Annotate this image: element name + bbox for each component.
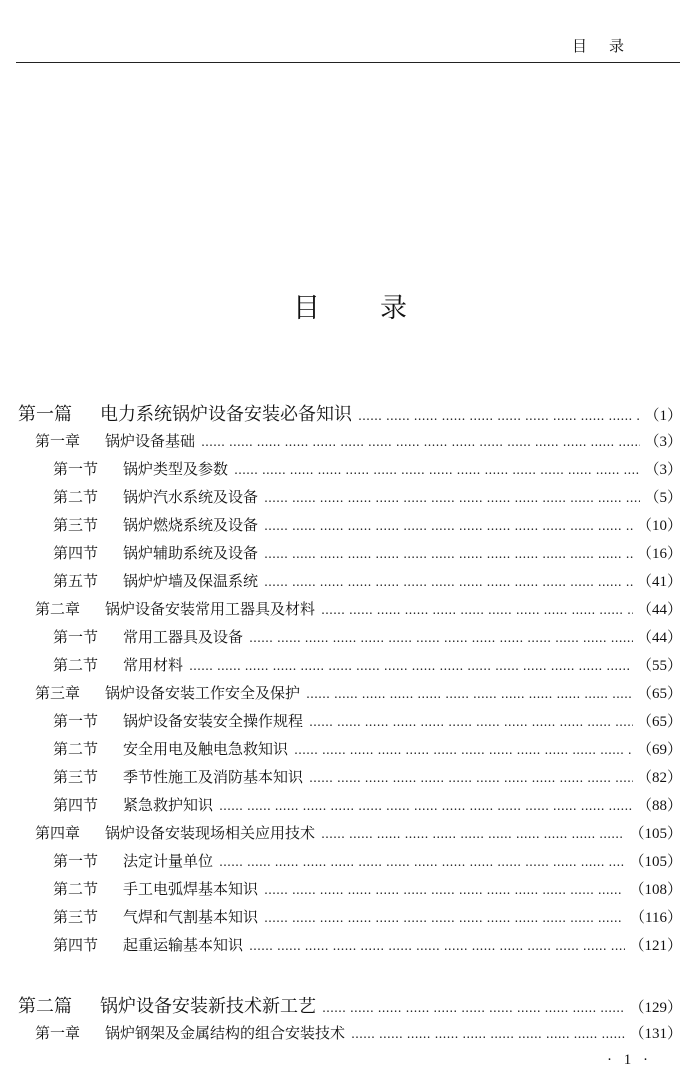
toc-dot-leader bbox=[219, 852, 625, 870]
toc-dot-leader bbox=[309, 768, 633, 786]
toc-entry-title: 锅炉辅助系统及设备 bbox=[123, 544, 259, 562]
toc-entry-page: （108） bbox=[629, 882, 682, 898]
toc-dot-leader bbox=[264, 516, 633, 534]
toc-entry-title: 锅炉设备安装安全操作规程 bbox=[123, 712, 304, 730]
toc-chapter-entry[interactable] bbox=[0, 822, 682, 844]
toc-entry-number: 第一节 bbox=[53, 460, 99, 478]
toc-dot-leader bbox=[189, 656, 633, 674]
toc-entry-title: 锅炉设备安装新技术新工艺 bbox=[100, 996, 316, 1017]
toc-dot-leader bbox=[249, 936, 625, 954]
toc-dot-leader bbox=[234, 460, 640, 478]
toc-entry-title: 电力系统锅炉设备安装必备知识 bbox=[100, 404, 352, 425]
toc-entry-number: 第一章 bbox=[35, 1024, 81, 1042]
toc-dot-leader bbox=[264, 880, 625, 898]
toc-dot-leader bbox=[294, 740, 633, 758]
toc-entry-page: （82） bbox=[636, 770, 682, 786]
toc-entry-title: 法定计量单位 bbox=[123, 852, 214, 870]
toc-entry-number: 第四章 bbox=[35, 824, 81, 842]
toc-section-entry[interactable] bbox=[0, 486, 682, 508]
toc-entry-page: （65） bbox=[636, 686, 682, 702]
toc-section-entry[interactable] bbox=[0, 850, 682, 872]
toc-entry-title: 锅炉设备安装现场相关应用技术 bbox=[105, 824, 316, 842]
toc-chapter-entry[interactable] bbox=[0, 682, 682, 704]
toc-entry-page: （69） bbox=[636, 742, 682, 758]
toc-part-entry[interactable] bbox=[0, 400, 682, 425]
toc-dot-leader bbox=[309, 712, 633, 730]
toc-dot-leader bbox=[249, 628, 633, 646]
toc-entry-number: 第二节 bbox=[53, 488, 99, 506]
toc-entry-page: （3） bbox=[644, 462, 682, 478]
toc-section-entry[interactable] bbox=[0, 514, 682, 536]
toc-entry-page: （10） bbox=[636, 518, 682, 534]
toc-entry-page: （129） bbox=[629, 1000, 682, 1016]
toc-dot-leader bbox=[321, 824, 625, 842]
toc-entry-number: 第二节 bbox=[53, 880, 99, 898]
toc-entry-title: 常用材料 bbox=[123, 656, 184, 674]
toc-section-entry[interactable] bbox=[0, 710, 682, 732]
toc-entry-title: 气焊和气割基本知识 bbox=[123, 908, 259, 926]
toc-entry-page: （5） bbox=[644, 490, 682, 506]
toc-part-entry[interactable] bbox=[0, 992, 682, 1017]
toc-entry-page: （1） bbox=[644, 408, 682, 424]
toc-entry-page: （116） bbox=[630, 910, 682, 926]
running-header-title: 目录 bbox=[571, 37, 646, 55]
toc-entry-page: （105） bbox=[629, 854, 682, 870]
toc-entry-page: （44） bbox=[636, 630, 682, 646]
toc-entry-number: 第一节 bbox=[53, 712, 99, 730]
toc-section-entry[interactable] bbox=[0, 542, 682, 564]
toc-entry-number: 第四节 bbox=[53, 544, 99, 562]
toc-dot-leader bbox=[264, 908, 626, 926]
toc-section-entry[interactable] bbox=[0, 878, 682, 900]
toc-entry-title: 锅炉燃烧系统及设备 bbox=[123, 516, 259, 534]
toc-entry-title: 安全用电及触电急救知识 bbox=[123, 740, 289, 758]
toc-dot-leader bbox=[351, 1024, 625, 1042]
toc-entry-number: 第一章 bbox=[35, 432, 81, 450]
toc-entry-title: 锅炉炉墙及保温系统 bbox=[123, 572, 259, 590]
toc-section-entry[interactable] bbox=[0, 626, 682, 648]
toc-section-entry[interactable] bbox=[0, 794, 682, 816]
toc-entry-number: 第二篇 bbox=[18, 996, 72, 1017]
toc-entry-number: 第一节 bbox=[53, 628, 99, 646]
toc-entry-title: 季节性施工及消防基本知识 bbox=[123, 768, 304, 786]
toc-section-entry[interactable] bbox=[0, 766, 682, 788]
toc-entry-number: 第三节 bbox=[53, 516, 99, 534]
toc-section-entry[interactable] bbox=[0, 934, 682, 956]
toc-entry-page: （3） bbox=[644, 434, 682, 450]
toc-entry-number: 第三节 bbox=[53, 768, 99, 786]
toc-section-entry[interactable] bbox=[0, 570, 682, 592]
toc-entry-title: 锅炉类型及参数 bbox=[123, 460, 229, 478]
toc-dot-leader bbox=[306, 684, 633, 702]
toc-chapter-entry[interactable] bbox=[0, 1022, 682, 1044]
toc-dot-leader bbox=[219, 796, 633, 814]
toc-entry-number: 第一篇 bbox=[18, 404, 72, 425]
toc-entry-title: 紧急救护知识 bbox=[123, 796, 214, 814]
toc-entry-page: （121） bbox=[629, 938, 682, 954]
toc-section-entry[interactable] bbox=[0, 654, 682, 676]
page-title: 目录 bbox=[293, 293, 467, 324]
toc-entry-title: 锅炉设备基础 bbox=[105, 432, 196, 450]
toc-entry-number: 第四节 bbox=[53, 936, 99, 954]
toc-entry-title: 锅炉汽水系统及设备 bbox=[123, 488, 259, 506]
toc-section-entry[interactable] bbox=[0, 738, 682, 760]
toc-dot-leader bbox=[322, 996, 625, 1017]
toc-entry-page: （44） bbox=[636, 602, 682, 618]
toc-section-entry[interactable] bbox=[0, 458, 682, 480]
toc-entry-number: 第四节 bbox=[53, 796, 99, 814]
toc-dot-leader bbox=[358, 404, 640, 425]
toc-entry-page: （55） bbox=[636, 658, 682, 674]
toc-dot-leader bbox=[264, 488, 640, 506]
toc-dot-leader bbox=[321, 600, 633, 618]
toc-entry-page: （16） bbox=[636, 546, 682, 562]
toc-entry-page: （65） bbox=[636, 714, 682, 730]
toc-dot-leader bbox=[264, 544, 633, 562]
toc-entry-number: 第三节 bbox=[53, 908, 99, 926]
toc-dot-leader bbox=[201, 432, 640, 450]
toc-entry-page: （88） bbox=[636, 798, 682, 814]
toc-entry-number: 第二节 bbox=[53, 740, 99, 758]
toc-entry-title: 起重运输基本知识 bbox=[123, 936, 244, 954]
toc-entry-title: 锅炉钢架及金属结构的组合安装技术 bbox=[105, 1024, 346, 1042]
toc-entry-number: 第二节 bbox=[53, 656, 99, 674]
toc-section-entry[interactable] bbox=[0, 906, 682, 928]
toc-entry-number: 第五节 bbox=[53, 572, 99, 590]
toc-chapter-entry[interactable] bbox=[0, 430, 682, 452]
toc-entry-number: 第一节 bbox=[53, 852, 99, 870]
toc-entry-title: 手工电弧焊基本知识 bbox=[123, 880, 259, 898]
toc-entry-title: 锅炉设备安装常用工器具及材料 bbox=[105, 600, 316, 618]
toc-chapter-entry[interactable] bbox=[0, 598, 682, 620]
running-header bbox=[16, 0, 680, 63]
toc-entry-page: （105） bbox=[629, 826, 682, 842]
toc-entry-title: 常用工器具及设备 bbox=[123, 628, 244, 646]
toc-entry-number: 第三章 bbox=[35, 684, 81, 702]
toc-entry-number: 第二章 bbox=[35, 600, 81, 618]
toc-dot-leader bbox=[264, 572, 633, 590]
toc-entry-page: （41） bbox=[636, 574, 682, 590]
toc-entry-page: （131） bbox=[629, 1026, 682, 1042]
page-number: · 1 · bbox=[607, 1052, 652, 1068]
toc-entry-title: 锅炉设备安装工作安全及保护 bbox=[105, 684, 301, 702]
